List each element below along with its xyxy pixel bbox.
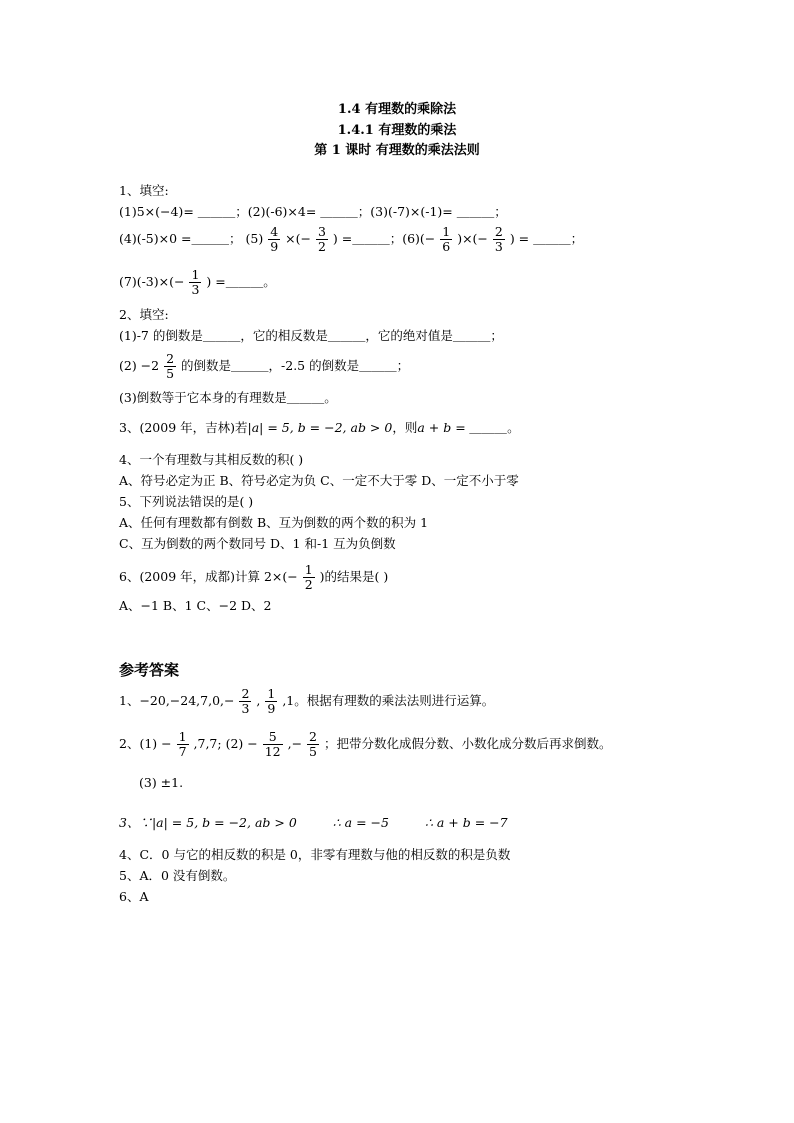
answer-2-part-3: (3) ±1. — [139, 775, 184, 790]
fraction-1-2: $\frac{1}{2}$ — [304, 562, 313, 592]
q2-line-2 — [119, 352, 409, 381]
answer-2-part-a: 2、(1) − — [119, 736, 172, 751]
q4-heading: 4、一个有理数与其相反数的积( ) — [119, 452, 304, 467]
answer-2-part-b: ,7,7; (2) − — [193, 736, 258, 751]
answer-1-part-b: , — [256, 693, 261, 708]
q3-part-c: ，则 — [392, 420, 418, 435]
answer-2 — [119, 730, 612, 759]
answer-5: 5、A．0 没有倒数。 — [119, 868, 236, 883]
q3-expression: a + b = ＿＿＿ — [417, 420, 508, 435]
q1-line-2 — [119, 225, 583, 254]
q2-line-1: (1)-7 的倒数是＿＿＿，它的相反数是＿＿＿，它的绝对值是＿＿＿； — [119, 328, 503, 343]
answers-heading: 参考答案 — [119, 661, 180, 679]
q6-part-a: 6、(2009 年，成都)计算 2×(− — [119, 569, 298, 584]
answer-1-part-c: ,1。根据有理数的乘法法则进行运算。 — [282, 693, 495, 708]
q1-line-3-part-a: (7)(-3)×(− — [119, 274, 185, 289]
fraction-4-9: $\frac{4}{9}$ — [270, 224, 279, 254]
q3-part-a: 3、(2009 年，吉林)若 — [119, 420, 248, 435]
fraction-3-2: $\frac{3}{2}$ — [317, 224, 326, 254]
q1-line-2-part-c: ) =＿＿＿；(6)(− — [332, 231, 436, 246]
fraction-2-3-answer: $\frac{2}{3}$ — [241, 686, 250, 716]
answer-2-part-d: ；把带分数化成假分数、小数化成分数后再求倒数。 — [323, 736, 612, 751]
q1-line-2-part-b: ×(− — [285, 231, 311, 246]
q2-line-3: (3)倒数等于它本身的有理数是＿＿＿。 — [119, 390, 337, 405]
q3-line — [119, 419, 520, 437]
answer-1-part-a: 1、−20,−24,7,0,− — [119, 693, 235, 708]
lesson-title: 第 1 课时 有理数的乘法法则 — [314, 143, 480, 158]
answer-3 — [119, 814, 508, 832]
q1-heading: 1、填空: — [119, 183, 169, 198]
q1-line-2-part-a: (4)(-5)×0 =＿＿＿； (5) — [119, 231, 264, 246]
answer-2-part-c: ,− — [287, 736, 303, 751]
q1-line-1: (1)5×(−4)= ＿＿＿；(2)(-6)×4= ＿＿＿；(3)(-7)×(-1)= ＿＿＿； — [119, 204, 507, 219]
q5-heading: 5、下列说法错误的是( ) — [119, 494, 254, 509]
fraction-2-5: $\frac{2}{5}$ — [166, 351, 175, 381]
q2-line-2-part-a: (2) −2 — [119, 358, 160, 373]
q3-part-e: 。 — [507, 420, 520, 435]
q1-line-2-part-d: )×(− — [457, 231, 488, 246]
section-title: 1.4 有理数的乘除法 — [337, 102, 457, 117]
answer-3-result: ∴ a + b = −7 — [424, 815, 508, 830]
answer-4: 4、C．0 与它的相反数的积是 0，非零有理数与他的相反数的积是负数 — [119, 847, 511, 862]
answer-1 — [119, 687, 494, 716]
answer-6: 6、A — [119, 889, 149, 904]
fraction-2-5-answer: $\frac{2}{5}$ — [309, 729, 317, 759]
fraction-1-9-answer: $\frac{1}{9}$ — [267, 686, 276, 716]
q2-heading: 2、填空: — [119, 307, 169, 322]
q6-line — [119, 563, 388, 592]
q2-line-2-part-b: 的倒数是＿＿＿，-2.5 的倒数是＿＿＿； — [181, 358, 410, 373]
subsection-title: 1.4.1 有理数的乘法 — [337, 123, 457, 138]
q4-options: A、符号必定为正 B、符号必定为负 C、一定不大于零 D、一定不小于零 — [119, 473, 519, 488]
q1-line-2-part-e: ) = ＿＿＿； — [509, 231, 584, 246]
fraction-1-6: $\frac{1}{6}$ — [442, 224, 451, 254]
q5-line-1: A、任何有理数都有倒数 B、互为倒数的两个数的积为 1 — [119, 515, 429, 530]
q3-condition: |a| = 5, b = −2, ab > 0 — [247, 420, 393, 435]
fraction-1-7-answer: $\frac{1}{7}$ — [178, 729, 187, 759]
fraction-5-12-answer: $\frac{5}{12}$ — [264, 729, 281, 759]
fraction-2-3: $\frac{2}{3}$ — [494, 224, 503, 254]
q1-line-3-part-b: ) =＿＿＿。 — [206, 274, 276, 289]
q1-line-3 — [119, 268, 276, 297]
answer-3-given: 3、∵|a| = 5, b = −2, ab > 0 — [119, 815, 297, 830]
q6-part-b: )的结果是( ) — [319, 569, 389, 584]
answer-3-step: ∴ a = −5 — [332, 815, 389, 830]
q6-options: A、−1 B、1 C、−2 D、2 — [119, 598, 272, 613]
fraction-1-3: $\frac{1}{3}$ — [191, 267, 200, 297]
q5-line-2: C、互为倒数的两个数同号 D、1 和-1 互为负倒数 — [119, 536, 396, 551]
